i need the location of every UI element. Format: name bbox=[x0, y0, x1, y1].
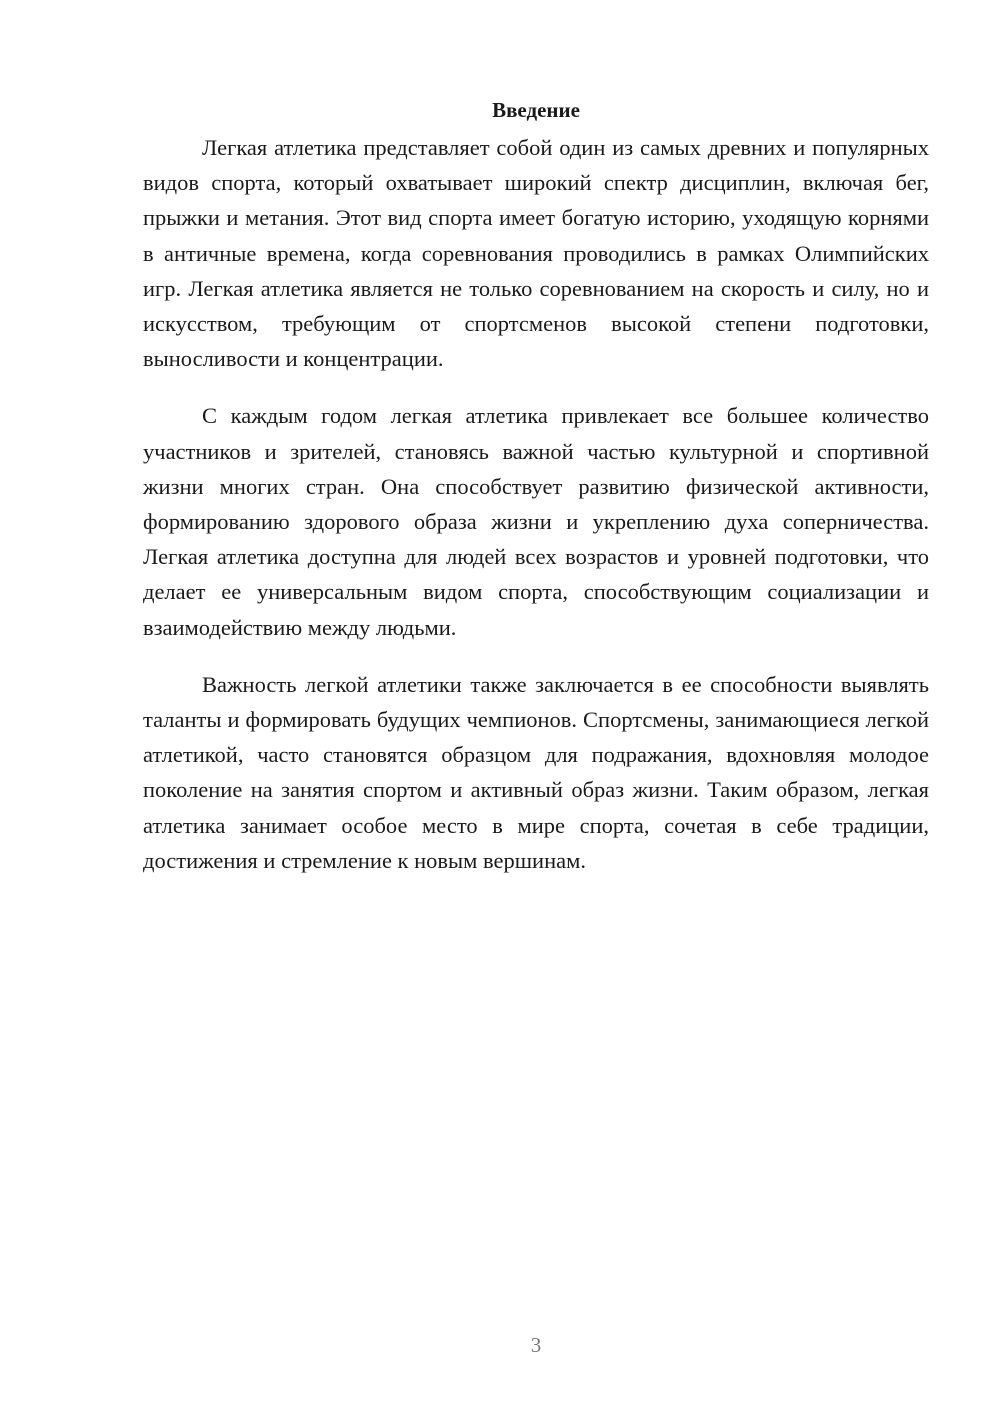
paragraph-1: Легкая атлетика представляет собой один из самых древних и популярных видов спорта, который охватывает широкий спектр дисциплин, включая бег, прыжки и метания. Этот вид спорта имеет богатую историю, уходящую корнями в античные времена, когда соревнования проводились в рамках Олимпийских игр. Легкая атлетика является не только соревнованием на скорость и силу, но и искусством, требующим от спортсменов высокой степени подготовки, выносливости и концентрации. bbox=[143, 135, 929, 372]
paragraph-3: Важность легкой атлетики также заключается в ее способности выявлять таланты и формировать будущих чемпионов. Спортсмены, занимающиеся легкой атлетикой, часто становятся образцом для подражания, вдохновляя молодое поколение на занятия спортом и активный образ жизни. Таким образом, легкая атлетика занимает особое место в мире спорта, сочетая в себе традиции, достижения и стремление к новым вершинам. bbox=[143, 671, 929, 873]
document-body bbox=[143, 92, 929, 900]
page-number: 3 bbox=[530, 1333, 542, 1357]
section-title: Введение bbox=[492, 98, 580, 122]
paragraph-2: С каждым годом легкая атлетика привлекает все большее количество участников и зрителей, становясь важной частью культурной и спортивной жизни многих стран. Она способствует развитию физической активности, формированию здорового образа жизни и укреплению духа соперничества. Легкая атлетика доступна для людей всех возрастов и уровней подготовки, что делает ее универсальным видом спорта, способствующим социализации и взаимодействию между людьми. bbox=[143, 403, 929, 640]
